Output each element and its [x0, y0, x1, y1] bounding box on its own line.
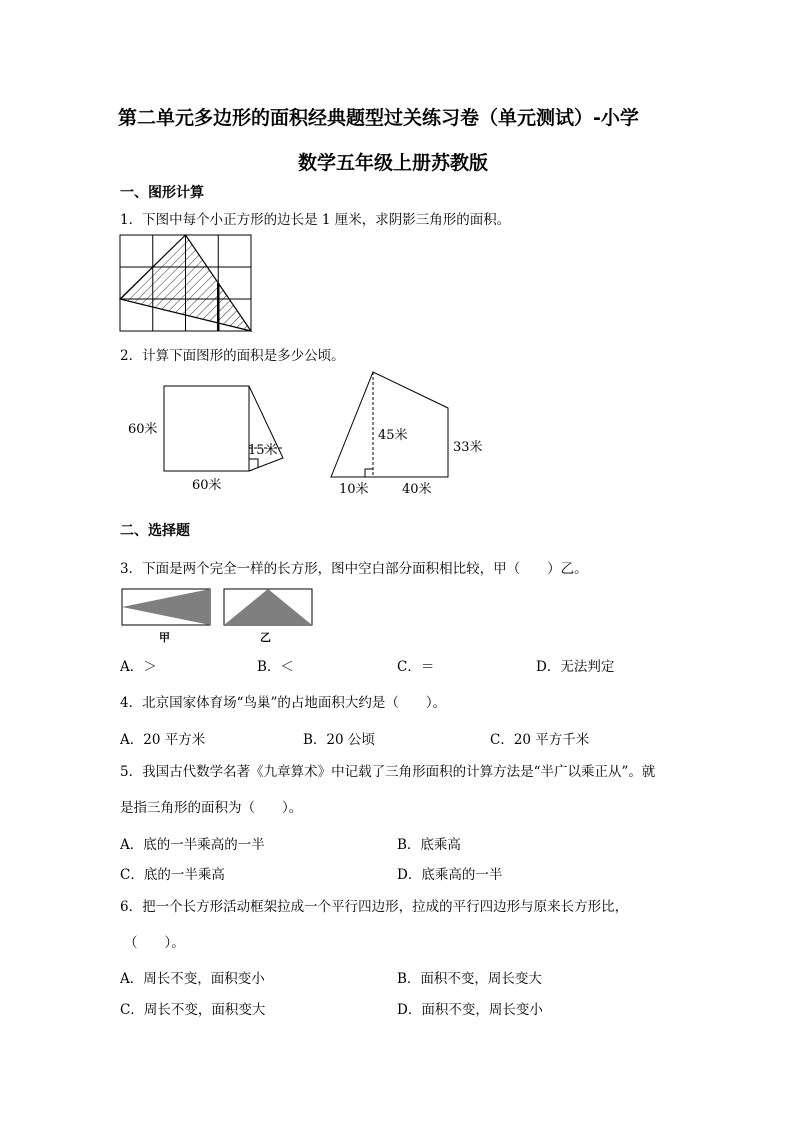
q1-grid-figure — [119, 233, 254, 333]
q3-option-a[interactable]: A．＞ — [120, 659, 157, 675]
q6-option-a[interactable]: A．周长不变，面积变小 — [120, 971, 265, 987]
question-4: 4．北京国家体育场“鸟巢”的占地面积大约是（ ）。 — [120, 695, 447, 711]
q5-option-b[interactable]: B．底乘高 — [397, 837, 461, 853]
q2-fig2-base-right-label: 40米 — [402, 482, 432, 497]
q5-option-d[interactable]: D．底乘高的一半 — [397, 867, 503, 883]
question-3: 3．下面是两个完全一样的长方形，图中空白部分面积相比较，甲（ ）乙。 — [120, 561, 588, 577]
q2-figure-square-triangle — [164, 386, 283, 471]
q5-option-c[interactable]: C．底的一半乘高 — [120, 867, 225, 883]
q4-option-b[interactable]: B．20 公顷 — [303, 732, 375, 748]
question-2: 2．计算下面图形的面积是多少公顷。 — [120, 348, 345, 364]
q3-option-d[interactable]: D．无法判定 — [536, 659, 615, 675]
q2-fig1-left-label: 60米 — [128, 422, 158, 437]
q3-rectangles-figure — [120, 587, 320, 645]
q6-option-d[interactable]: D．面积不变，周长变小 — [397, 1002, 543, 1018]
page-title-line1: 第二单元多边形的面积经典题型过关练习卷（单元测试）-小学 — [118, 107, 639, 129]
q6-option-b[interactable]: B．面积不变，周长变大 — [397, 971, 542, 987]
q6-option-c[interactable]: C．周长不变，面积变大 — [120, 1002, 266, 1018]
question-5-line-1: 5．我国古代数学名著《九章算术》中记载了三角形面积的计算方法是“半广以乘正从”。就 — [120, 764, 656, 780]
q4-option-a[interactable]: A．20 平方米 — [120, 732, 206, 748]
q4-option-c[interactable]: C．20 平方千米 — [490, 732, 590, 748]
q3-label-a: 甲 — [159, 631, 170, 644]
q2-fig1-height-label: 15米 — [248, 443, 278, 458]
question-1: 1．下图中每个小正方形的边长是 1 厘米，求阴影三角形的面积。 — [120, 212, 511, 228]
q2-figure-trapezoid — [331, 372, 448, 477]
question-6-line-2: （ ）。 — [124, 935, 185, 951]
page-title-line2: 数学五年级上册苏教版 — [298, 152, 489, 174]
q3-label-b: 乙 — [260, 631, 271, 644]
q5-option-a[interactable]: A．底的一半乘高的一半 — [120, 837, 265, 853]
question-6-line-1: 6．把一个长方形活动框架拉成一个平行四边形，拉成的平行四边形与原来长方形比， — [120, 899, 629, 915]
q3-option-c[interactable]: C．＝ — [397, 659, 435, 675]
q2-fig2-height-label: 45米 — [378, 428, 408, 443]
q2-fig2-right-label: 33米 — [453, 440, 483, 455]
section-heading-2: 二、选择题 — [120, 523, 190, 539]
section-heading-1: 一、图形计算 — [120, 185, 204, 201]
q2-figures — [120, 365, 500, 500]
q2-fig2-base-left-label: 10米 — [339, 482, 369, 497]
q3-option-b[interactable]: B．＜ — [257, 659, 294, 675]
question-5-line-2: 是指三角形的面积为（ ）。 — [120, 800, 303, 816]
q2-fig1-bottom-label: 60米 — [192, 478, 222, 493]
